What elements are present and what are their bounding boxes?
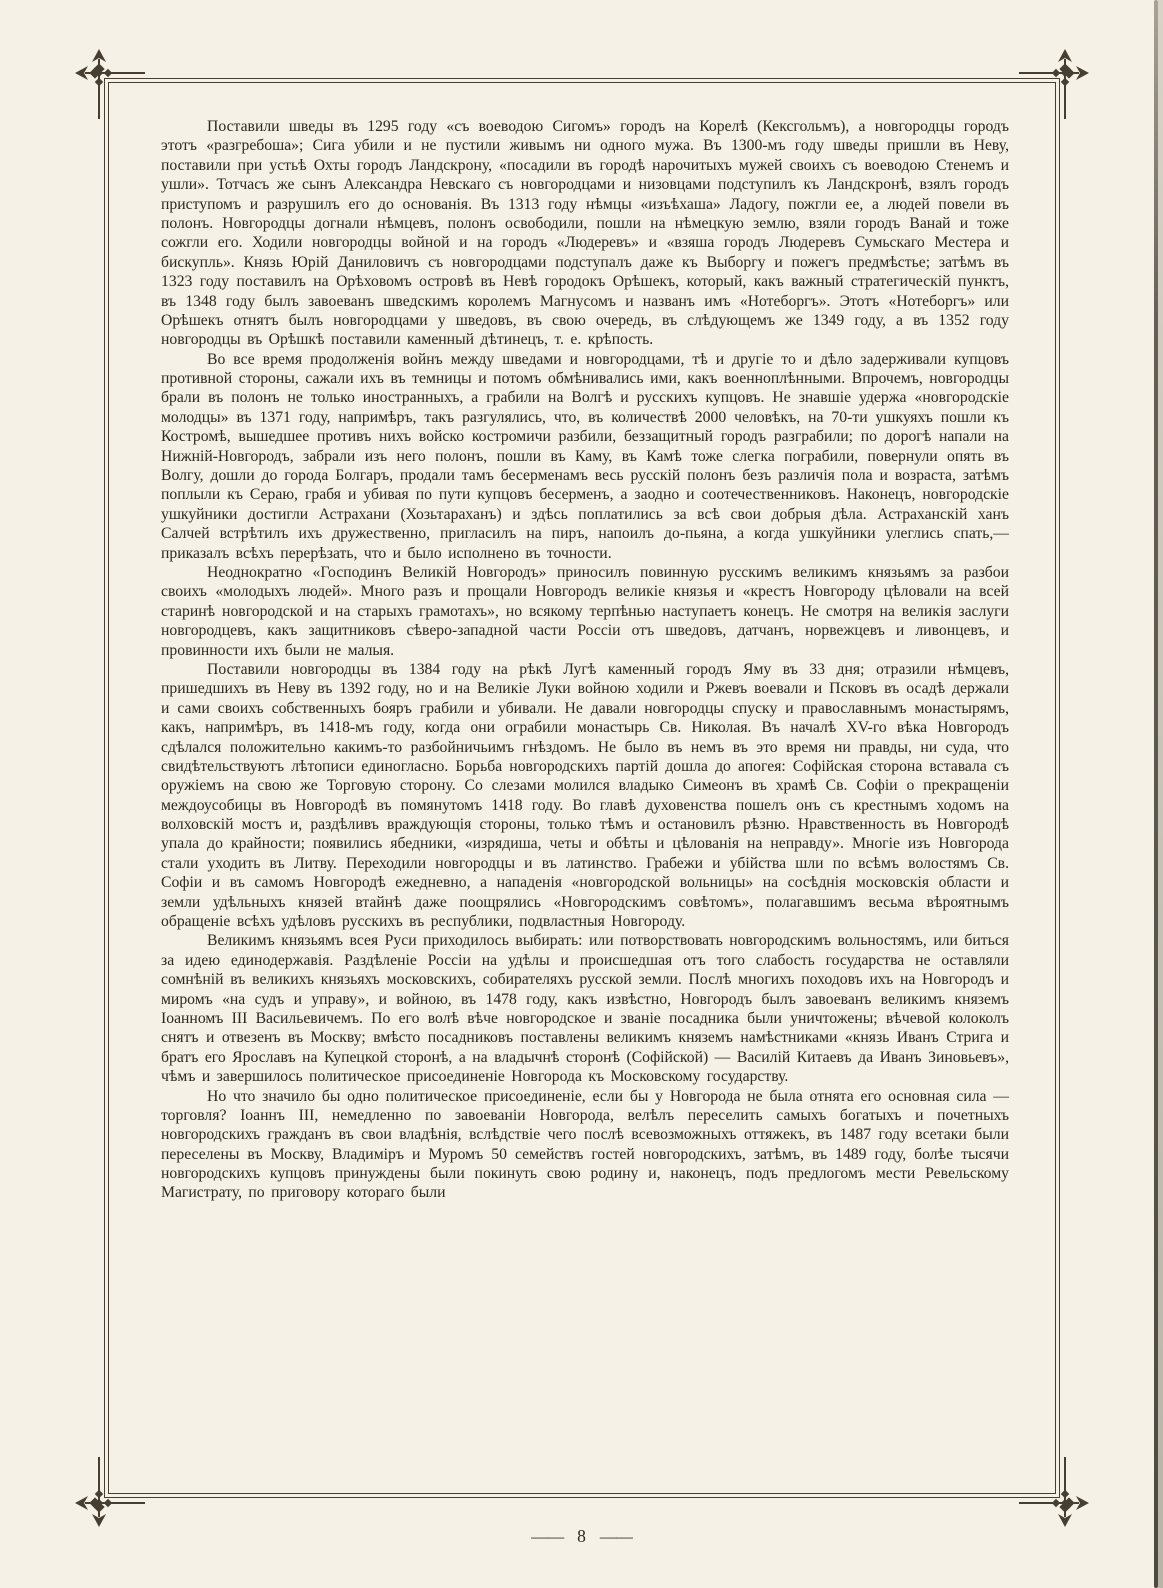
scan-gutter-line [1154,0,1158,1588]
page-number: 8 [577,1526,586,1546]
page-text-block [105,79,1059,1497]
paragraph: Но что значило бы одно политическое присоединеніе, если бы у Новгорода не была отнята его основная сила — торговля? Іоаннъ III, немедленно по завоеваніи Новгорода, велѣлъ переселить самыхъ богатыхъ и почетныхъ новгородскихъ гражданъ въ свои владѣнія, вслѣдствіе чего послѣ всевозможныхъ оттяжекъ, въ 1487 году всетаки были переселены въ Москву, Владиміръ и Муромъ 50 семействъ гостей новгородскихъ, затѣмъ, въ 1489 году, болѣе тысячи новгородскихъ купцовъ принуждены были покинуть свою родину и, наконецъ, подъ предлогомъ мести Ревельскому Магистрату, по приговору котораго были [161,1087,1009,1202]
paragraph: Великимъ князьямъ всея Руси приходилось выбирать: или потворствовать новгородскимъ вольностямъ, или биться за идею единодержавія. Раздѣленіе Россіи на удѣлы и происшедшая отъ того слабость государства не оставляли сомнѣній въ великихъ князьяхъ московскихъ, собирателяхъ русской земли. Послѣ многихъ походовъ ихъ на Новгородъ и миромъ «на судъ и управу», и войною, въ 1478 году, какъ извѣстно, Новгородъ былъ завоеванъ великимъ княземъ Іоанномъ III Васильевичемъ. По его волѣ вѣче новгородское и званіе посадника были уничтожены; вѣчевой колоколъ снятъ и отвезенъ въ Москву; вмѣсто посадниковъ поставлены великимъ княземъ намѣстниками «князь Иванъ Стрига и братъ его Ярославъ на Купецкой сторонѣ, а на владычнѣ сторонѣ (Софійской) — Василій Китаевъ да Иванъ Зиновьевъ», чѣмъ и завершилось политическое присоединеніе Новгорода къ Московскому государству. [161,932,1009,1086]
scan-edge-artifact [1158,0,1163,1588]
paragraph: Поставили шведы въ 1295 году «съ воеводою Сигомъ» городъ на Корелѣ (Кексгольмъ), а новгородцы городъ этотъ «разгребоша»; Сига убили и не пустили живымъ ни одного мужа. Въ 1300-мъ году шведы пришли въ Неву, поставили при устьѣ Охты городъ Ландскрону, «посадили въ городѣ нарочитыхъ мужей своихъ съ воеводою Стенемъ и ушли». Тотчасъ же сынъ Александра Невскаго съ новгородцами и низовцами подступилъ къ Ландскронѣ, взялъ городъ приступомъ и разрушилъ его до основанія. Въ 1313 году нѣмцы «изъѣхаша» Ладогу, пожгли ее, а людей повели въ полонъ. Новгородцы догнали нѣмцевъ, полонъ освободили, пошли на нѣмецкую землю, взяли городъ Ванай и тоже сожгли его. Ходили новгородцы войной и на городъ «Людеревъ» и «взяша городъ Людеревъ Сумьскаго Местера и бискупль». Князь Юрій Даниловичъ съ новгородцами подступалъ даже къ Выборгу и пожегъ предмѣстье; затѣмъ въ 1323 году поставилъ на Орѣховомъ островѣ въ Невѣ городокъ Орѣшекъ, который, какъ важный стратегическій пунктъ, въ 1348 году былъ завоеванъ шведскимъ королемъ Магнусомъ и названъ имъ «Нотеборгъ». Этотъ «Нотеборгъ» или Орѣшекъ отнятъ былъ новгородцами у шведовъ, въ свою очередь, въ слѣдующемъ же 1349 году, а въ 1352 году новгородцы въ Орѣшкѣ поставили каменный дѣтинецъ, т. е. крѣпость. [161,118,1009,349]
decorative-border-frame [104,78,1060,1498]
paragraph: Во все время продолженія войнъ между шведами и новгородцами, тѣ и другіе то и дѣло задерживали купцовъ противной стороны, сажали ихъ въ темницы и потомъ обмѣнивались ими, какъ военноплѣнными. Впрочемъ, новгородцы брали въ полонъ не только иностранныхъ, а грабили на Волгѣ и русскихъ купцовъ. Не знавшіе удержа «новгородскіе молодцы» въ 1371 году, напримѣръ, такъ разгулялись, что, въ количествѣ 2000 человѣкъ, на 70-ти ушкуяхъ пошли къ Костромѣ, вышедшее противъ нихъ войско костромичи разбили, беззащитный городъ разграбили; по дорогѣ напали на Нижній-Новгородъ, забрали изъ него полонъ, пошли въ Каму, въ Камѣ тоже слегка пограбили, повернули опять въ Волгу, дошли до города Болгаръ, продали тамъ бесерменамъ весь русскій полонъ безъ различія пола и возраста, затѣмъ поплыли къ Сераю, грабя и убивая по пути купцовъ бесерменъ, а заодно и соотечественниковъ. Наконецъ, новгородскіе ушкуйники достигли Астрахани (Хозьтараханъ) и здѣсь поплатились за всѣ свои добрыя дѣла. Астраханскій ханъ Салчей встрѣтилъ ихъ дружественно, пригласилъ на пиръ, напоилъ до-пьяна, а когда ушкуйники улеглись спать,—приказалъ всѣхъ перерѣзать, что и было исполнено въ точности. [161,350,1009,562]
paragraph: Поставили новгородцы въ 1384 году на рѣкѣ Лугѣ каменный городъ Яму въ 33 дня; отразили нѣмцевъ, пришедшихъ въ Неву въ 1392 году, но и на Великіе Луки войною ходили и Ржевъ воевали и Псковъ въ осадѣ держали и сами своихъ собственныхъ бояръ грабили и убивали. Не давали новгородцы спуску и православнымъ монастырямъ, какъ, напримѣръ, въ 1418-мъ году, когда они ограбили монастырь Св. Николая. Въ началѣ XV-го вѣка Новгородъ сдѣлался положительно какимъ-то разбойничьимъ гнѣздомъ. Не было въ немъ въ это время ни правды, ни суда, что свидѣтельствуютъ лѣтописи единогласно. Борьба новгородскихъ партій дошла до апогея: Софійская сторона вставала съ оружіемъ на свою же Торговую сторону. Со слезами молился владыко Симеонъ въ храмѣ Св. Софіи о прекращеніи междоусобицы въ Новгородѣ въ помянутомъ 1418 году. Во главѣ духовенства пошелъ онъ съ крестнымъ ходомъ на волховскій мостъ и, раздѣливъ враждующія стороны, только тѣмъ и остановилъ рѣзню. Нравственность въ Новгородѣ упала до крайности; появились ябедники, «изрядиша, четы и обѣты и цѣлованія на неправду». Многіе изъ Новгорода стали уходить въ Литву. Переходили новгородцы и въ латинство. Грабежи и убійства шли по всѣмъ волостямъ Св. Софіи и въ самомъ Новгородѣ ежедневно, а нападенія «новгородской вольницы» на сосѣднія московскія области и земли удѣльныхъ князей втайнѣ даже поощрялись «Новгородскимъ совѣтомъ», полагавшимъ весьма вѣроятнымъ обращеніе всѣхъ удѣловъ русскихъ въ республики, подвластныя Новгороду. [161,660,1009,931]
page-number-dash-right: —— [599,1527,632,1546]
paragraph: Неоднократно «Господинъ Великій Новгородъ» приносилъ повинную русскимъ великимъ князьямъ за разбои своихъ «молодыхъ людей». Много разъ и прощали Новгородъ великіе князья и «крестъ Новгороду цѣловали на всей старинѣ новгородской и на старыхъ грамотахъ», но всякому терпѣнью наступаетъ конецъ. Не смотря на великія заслуги новгородцевъ, какъ защитниковъ сѣверо-западной части Россіи отъ шведовъ, датчанъ, норвежцевъ и ливонцевъ, и провинности ихъ были не малыя. [161,563,1009,659]
page-number-row [0,1526,1163,1547]
page-number-dash-left: —— [531,1527,564,1546]
